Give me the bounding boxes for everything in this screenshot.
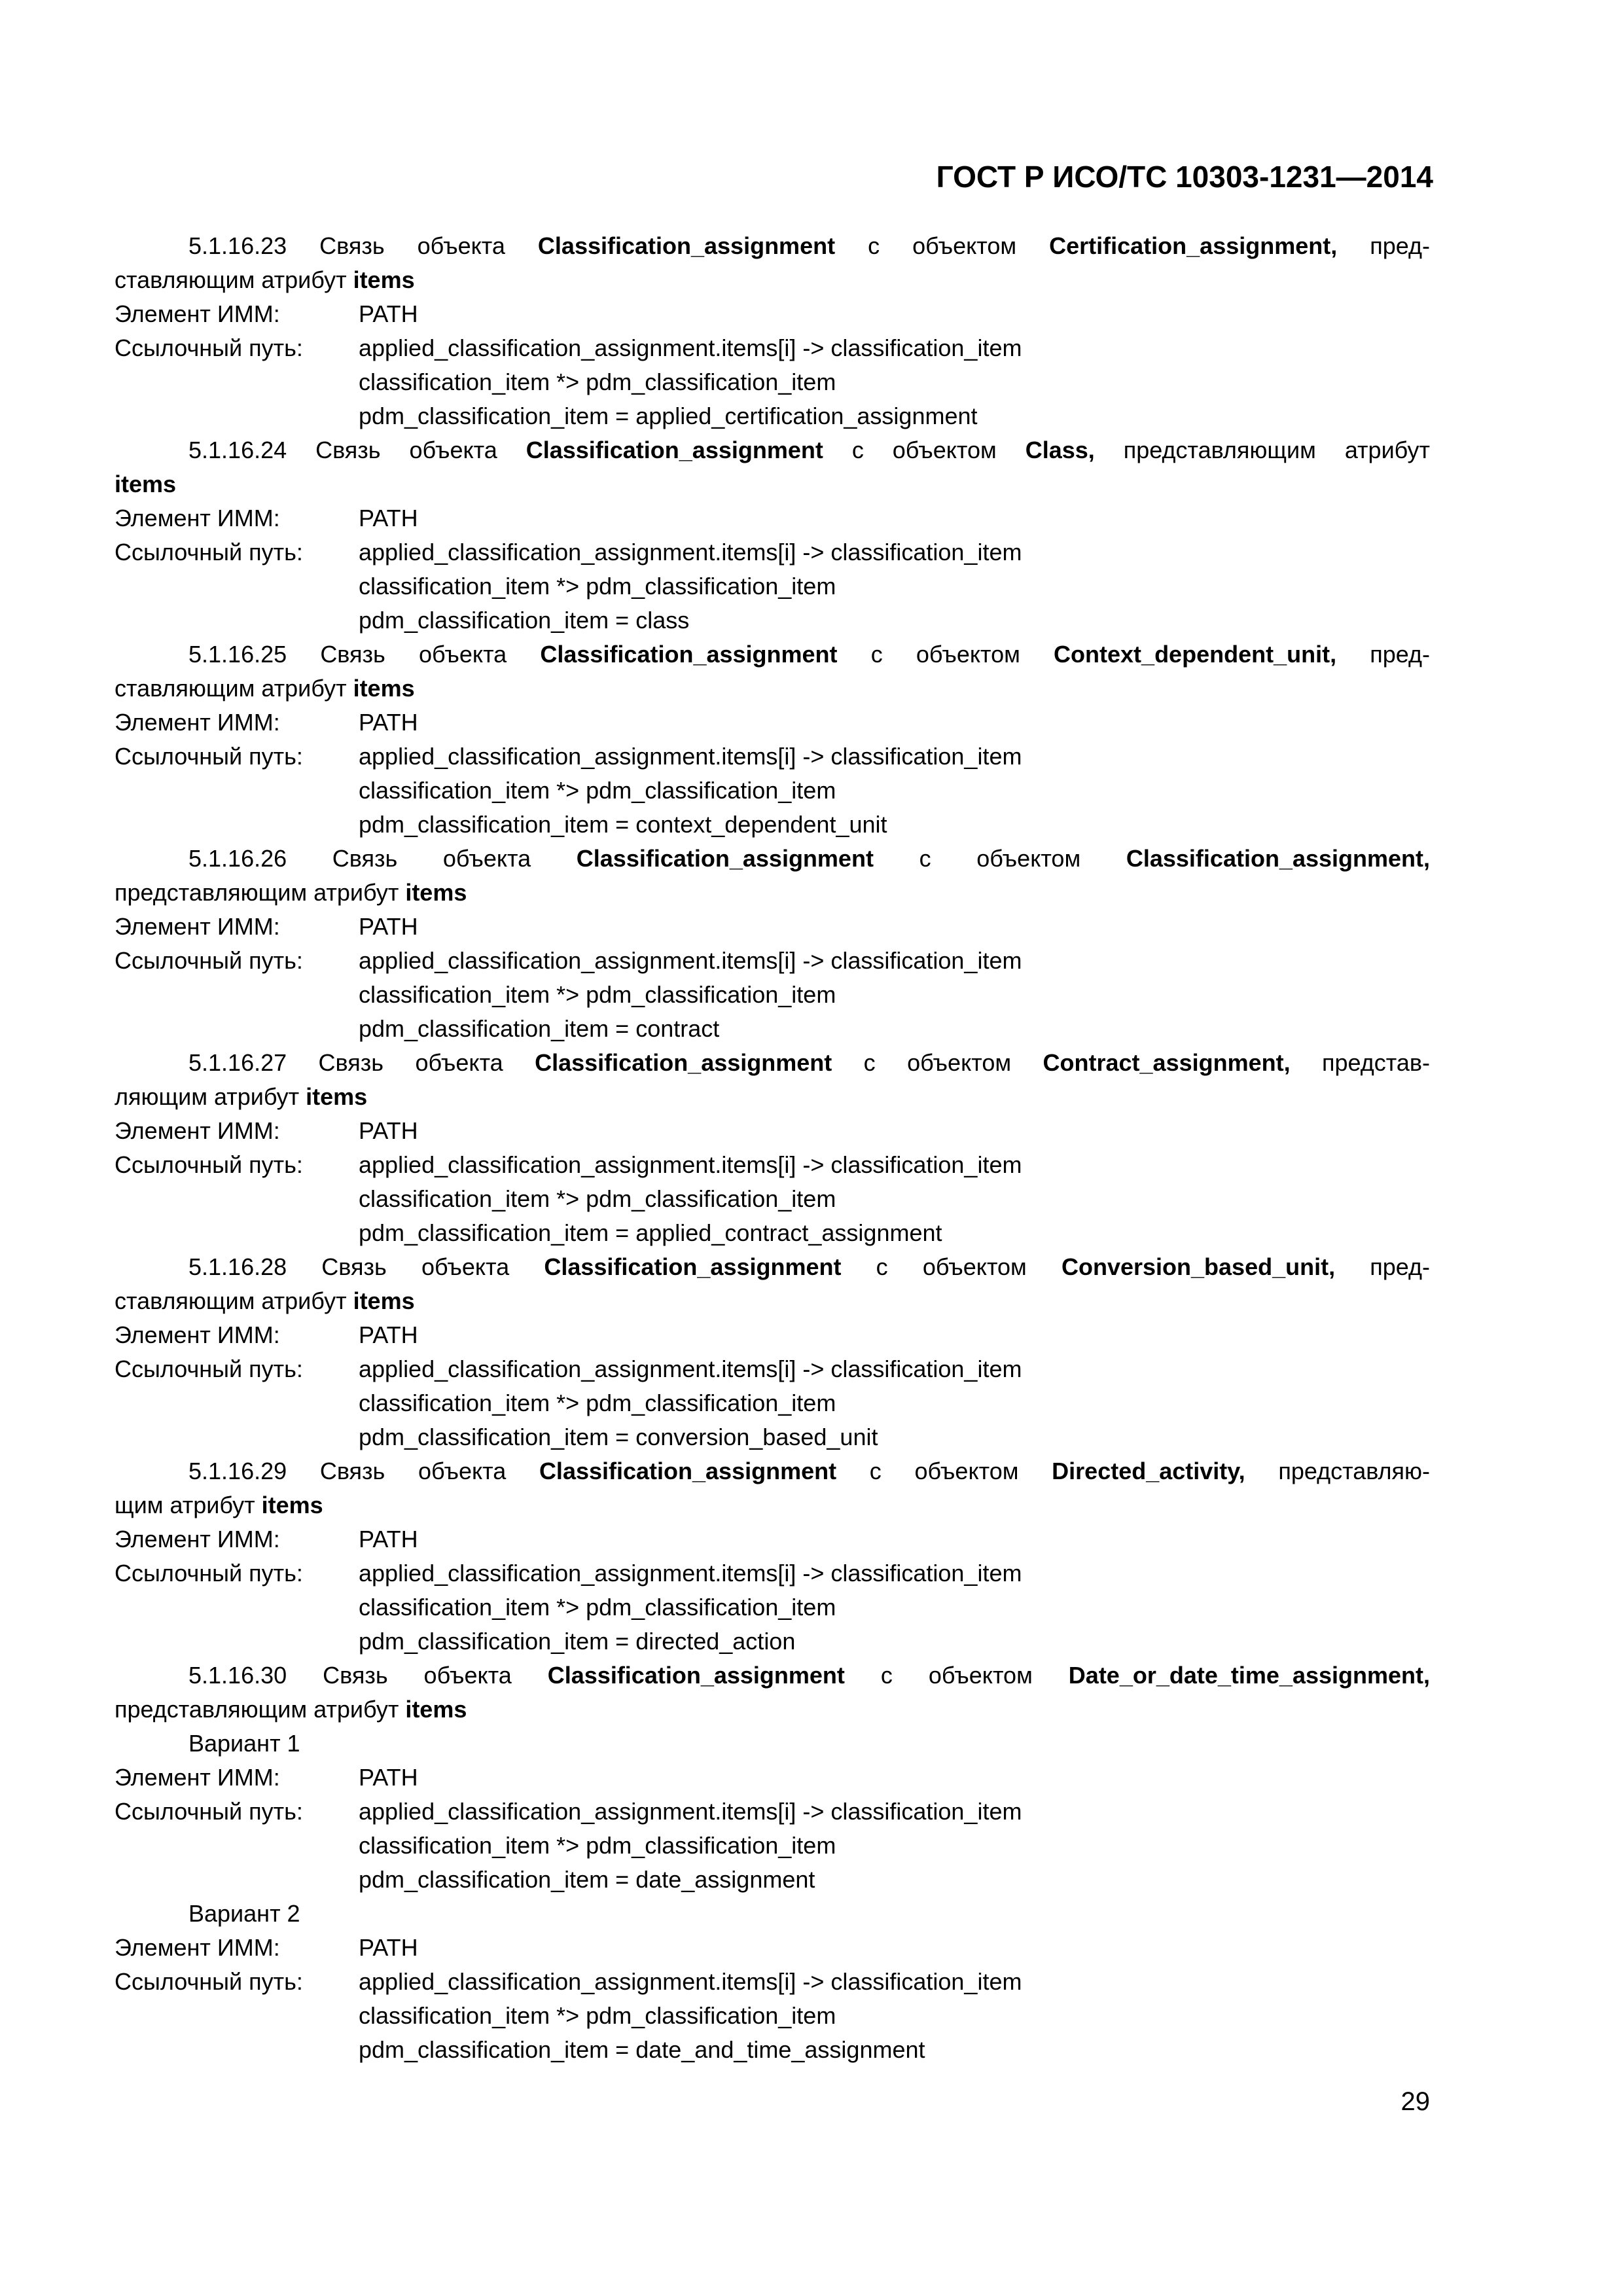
- document-content: [115, 229, 1430, 2067]
- path-line: applied_classification_assignment.items[i] -> classification_item: [359, 539, 1022, 565]
- imm-element-value: PATH: [359, 1934, 418, 1961]
- entity-name: Classification_assignment: [576, 845, 874, 872]
- path-line: pdm_classification_item = class: [359, 607, 690, 634]
- entity-name: items: [405, 1696, 467, 1723]
- reference-path-label: Ссылочный путь:: [115, 1151, 303, 1178]
- heading-text: 5.1.16.26 Связь объекта: [188, 845, 577, 872]
- entity-name: items: [353, 675, 415, 702]
- heading-text: 5.1.16.29 Связь объекта: [188, 1458, 539, 1484]
- heading-text: с объектом: [873, 845, 1126, 872]
- path-line: pdm_classification_item = contract: [359, 1015, 720, 1042]
- section-5.1.16.28: [115, 1250, 1430, 1454]
- imm-element-label: Элемент ИММ:: [115, 1526, 280, 1552]
- imm-element-row: [115, 1318, 1430, 1352]
- heading-text: 5.1.16.23 Связь объекта: [188, 232, 538, 259]
- running-header: ГОСТ Р ИСО/ТС 10303-1231—2014: [936, 160, 1433, 194]
- imm-element-label: Элемент ИММ:: [115, 1117, 280, 1144]
- imm-element-label: Элемент ИММ:: [115, 1321, 280, 1348]
- reference-path-row: [115, 1795, 1430, 1829]
- section-5.1.16.26: [115, 842, 1430, 1046]
- section-5.1.16.27: [115, 1046, 1430, 1250]
- heading-text: 5.1.16.30 Связь объекта: [188, 1662, 548, 1689]
- reference-path-row: [115, 1556, 1430, 1590]
- heading-text: представляющим атрибут: [115, 1696, 406, 1723]
- entity-name: Classification_assignment: [547, 1662, 845, 1689]
- reference-path-label: Ссылочный путь:: [115, 1355, 303, 1382]
- path-line: applied_classification_assignment.items[i] -> classification_item: [359, 1968, 1022, 1995]
- path-line: applied_classification_assignment.items[i] -> classification_item: [359, 743, 1022, 770]
- heading-text: пред-: [1337, 232, 1431, 259]
- heading-text: ставляющим атрибут: [115, 1287, 353, 1314]
- reference-path-label: Ссылочный путь:: [115, 1968, 303, 1995]
- entity-name: items: [405, 879, 467, 906]
- path-line: pdm_classification_item = date_assignment: [359, 1866, 815, 1893]
- reference-path-label: Ссылочный путь:: [115, 1798, 303, 1825]
- heading-text: с объектом: [837, 641, 1054, 668]
- entity-name: Classification_assignment,: [1126, 845, 1431, 872]
- heading-text: ставляющим атрибут: [115, 675, 353, 702]
- imm-element-label: Элемент ИММ:: [115, 300, 280, 327]
- heading-text: с объектом: [844, 1662, 1069, 1689]
- imm-element-label: Элемент ИММ:: [115, 1934, 280, 1961]
- reference-path-label: Ссылочный путь:: [115, 1560, 303, 1587]
- path-line: applied_classification_assignment.items[i] -> classification_item: [359, 1355, 1022, 1382]
- reference-path-row: [115, 331, 1430, 365]
- imm-element-row: [115, 1522, 1430, 1556]
- reference-path-row: [115, 944, 1430, 978]
- path-line: pdm_classification_item = applied_contract_assignment: [359, 1219, 942, 1246]
- imm-element-value: PATH: [359, 505, 418, 531]
- entity-name: Classification_assignment: [535, 1049, 832, 1076]
- variant-label: Вариант 1: [188, 1730, 300, 1757]
- path-line: pdm_classification_item = conversion_based_unit: [359, 1424, 878, 1450]
- heading-text: представ-: [1290, 1049, 1431, 1076]
- path-line: pdm_classification_item = applied_certification_assignment: [359, 403, 978, 429]
- imm-element-label: Элемент ИММ:: [115, 913, 280, 940]
- entity-name: Directed_activity,: [1052, 1458, 1245, 1484]
- imm-element-value: PATH: [359, 300, 418, 327]
- path-line: classification_item *> pdm_classification_item: [359, 1594, 836, 1621]
- path-line: pdm_classification_item = directed_action: [359, 1628, 796, 1655]
- imm-element-row: [115, 1931, 1430, 1965]
- section-heading-line: [115, 1046, 1430, 1080]
- path-line: classification_item *> pdm_classification_item: [359, 368, 836, 395]
- section-heading-line: [115, 672, 1430, 706]
- entity-name: items: [353, 266, 415, 293]
- heading-text: с объектом: [832, 1049, 1043, 1076]
- section-heading-line: [115, 1250, 1430, 1284]
- path-line: classification_item *> pdm_classification_item: [359, 2002, 836, 2029]
- section-5.1.16.24: [115, 433, 1430, 637]
- path-line: classification_item *> pdm_classification_item: [359, 777, 836, 804]
- heading-text: 5.1.16.24 Связь объекта: [188, 437, 526, 463]
- reference-path-label: Ссылочный путь:: [115, 743, 303, 770]
- path-line: pdm_classification_item = date_and_time_assignment: [359, 2036, 925, 2063]
- entity-name: Classification_assignment: [537, 232, 836, 259]
- imm-element-value: PATH: [359, 913, 418, 940]
- reference-path-row: [115, 740, 1430, 774]
- entity-name: Classification_assignment: [540, 641, 838, 668]
- path-line: classification_item *> pdm_classification_item: [359, 1390, 836, 1416]
- imm-element-row: [115, 1761, 1430, 1795]
- reference-path-label: Ссылочный путь:: [115, 539, 303, 565]
- page-number: 29: [1400, 2087, 1430, 2116]
- section-heading-line: [115, 842, 1430, 876]
- variant-label: Вариант 2: [188, 1900, 300, 1927]
- entity-name: Classification_assignment: [539, 1458, 837, 1484]
- section-heading-line: [115, 433, 1430, 467]
- heading-text: ставляющим атрибут: [115, 266, 353, 293]
- path-line: applied_classification_assignment.items[i] -> classification_item: [359, 947, 1022, 974]
- entity-name: Contract_assignment,: [1043, 1049, 1291, 1076]
- section-heading-line: [115, 1284, 1430, 1318]
- imm-element-value: PATH: [359, 1117, 418, 1144]
- section-5.1.16.30: [115, 1659, 1430, 2067]
- heading-text: 5.1.16.28 Связь объекта: [188, 1253, 544, 1280]
- heading-text: с объектом: [823, 437, 1026, 463]
- entity-name: Classification_assignment: [544, 1253, 842, 1280]
- entity-name: items: [115, 471, 177, 497]
- heading-text: пред-: [1336, 641, 1430, 668]
- section-heading-line: [115, 263, 1430, 297]
- entity-name: Conversion_based_unit,: [1061, 1253, 1336, 1280]
- imm-element-row: [115, 297, 1430, 331]
- heading-text: 5.1.16.27 Связь объекта: [188, 1049, 535, 1076]
- section-heading-line: [115, 1488, 1430, 1522]
- path-line: applied_classification_assignment.items[i] -> classification_item: [359, 1151, 1022, 1178]
- imm-element-row: [115, 706, 1430, 740]
- path-line: applied_classification_assignment.items[i] -> classification_item: [359, 334, 1022, 361]
- imm-element-row: [115, 501, 1430, 535]
- imm-element-value: PATH: [359, 1321, 418, 1348]
- section-heading-line: [115, 1693, 1430, 1727]
- entity-name: Classification_assignment: [526, 437, 823, 463]
- imm-element-row: [115, 910, 1430, 944]
- section-heading-line: [115, 1080, 1430, 1114]
- heading-text: ляющим атрибут: [115, 1083, 306, 1110]
- imm-element-row: [115, 1114, 1430, 1148]
- imm-element-value: PATH: [359, 709, 418, 736]
- reference-path-label: Ссылочный путь:: [115, 947, 303, 974]
- heading-text: представляю-: [1245, 1458, 1430, 1484]
- reference-path-label: Ссылочный путь:: [115, 334, 303, 361]
- section-5.1.16.29: [115, 1454, 1430, 1659]
- path-line: pdm_classification_item = context_dependent_unit: [359, 811, 887, 838]
- reference-path-row: [115, 1352, 1430, 1386]
- imm-element-value: PATH: [359, 1526, 418, 1552]
- section-heading-line: [115, 1659, 1430, 1693]
- path-line: applied_classification_assignment.items[i] -> classification_item: [359, 1798, 1022, 1825]
- section-heading-line: [115, 876, 1430, 910]
- path-line: classification_item *> pdm_classification_item: [359, 981, 836, 1008]
- section-heading-line: [115, 1454, 1430, 1488]
- reference-path-row: [115, 1965, 1430, 1999]
- imm-element-label: Элемент ИММ:: [115, 1764, 280, 1791]
- entity-name: Certification_assignment,: [1049, 232, 1338, 259]
- entity-name: Date_or_date_time_assignment,: [1068, 1662, 1431, 1689]
- entity-name: Context_dependent_unit,: [1054, 641, 1337, 668]
- heading-text: с объектом: [835, 232, 1050, 259]
- entity-name: items: [353, 1287, 415, 1314]
- heading-text: 5.1.16.25 Связь объекта: [188, 641, 541, 668]
- section-heading-line: [115, 637, 1430, 672]
- imm-element-label: Элемент ИММ:: [115, 709, 280, 736]
- heading-text: пред-: [1335, 1253, 1431, 1280]
- entity-name: Class,: [1025, 437, 1095, 463]
- reference-path-row: [115, 535, 1430, 569]
- path-line: classification_item *> pdm_classification_item: [359, 1185, 836, 1212]
- imm-element-value: PATH: [359, 1764, 418, 1791]
- path-line: classification_item *> pdm_classification_item: [359, 1832, 836, 1859]
- reference-path-row: [115, 1148, 1430, 1182]
- path-line: applied_classification_assignment.items[i] -> classification_item: [359, 1560, 1022, 1587]
- imm-element-label: Элемент ИММ:: [115, 505, 280, 531]
- section-5.1.16.25: [115, 637, 1430, 842]
- section-heading-line: [115, 229, 1430, 263]
- heading-text: представляющим атрибут: [1094, 437, 1430, 463]
- section-heading-line: [115, 467, 1430, 501]
- heading-text: щим атрибут: [115, 1492, 262, 1518]
- path-line: classification_item *> pdm_classification_item: [359, 573, 836, 600]
- heading-text: с объектом: [836, 1458, 1052, 1484]
- entity-name: items: [261, 1492, 323, 1518]
- section-5.1.16.23: [115, 229, 1430, 433]
- entity-name: items: [306, 1083, 368, 1110]
- heading-text: с объектом: [841, 1253, 1061, 1280]
- heading-text: представляющим атрибут: [115, 879, 406, 906]
